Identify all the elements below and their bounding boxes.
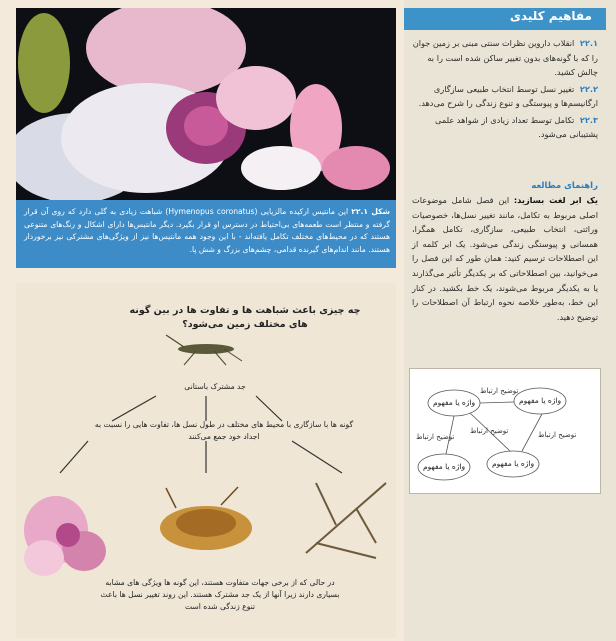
concept-node-label: واژه یا مفهوم [519, 396, 562, 405]
common-ancestor-text: در حالی که از برخی جهات متفاوت هستند، این گونه ها ویژگی های مشابه بسیاری دارند زیرا آنها از یک جد مشترک هستند. این روند تغییر نسل ها باعث تنوع زندگی شده است [100, 578, 340, 611]
study-guide-lead: یک ابر لغت بسازید: [513, 195, 598, 205]
key-concept-number: ۲۲.۲ [579, 83, 598, 94]
figure-caption [24, 206, 390, 256]
concept-node-label: واژه یا مفهوم [492, 459, 535, 468]
key-concept-item [412, 82, 598, 111]
key-concept-item [412, 113, 598, 142]
key-concept-text: تغییر نسل توسط انتخاب طبیعی سازگاری ارگانیسم‌ها و پیوستگی و تنوع زندگی را شرح می‌دهد. [418, 83, 598, 108]
study-guide-text: این فصل شامل موضوعات اصلی مربوط به تکامل، مانند تغییر نسل‌ها، خصوصیات وراثتی، انتخاب طبیعی، سازگاری، تکامل همگرا، همسانی و پیوستگی زندگی می‌شود. یک ابر کلمه از این اصطلاحات ترسیم کنید: همان طور که این فصل را می‌خوانید، بین اصطلاحاتی که بر یکدیگر تأثیر می‌گذارند یا به یکدیگر مربوط می‌شوند، یک خط بکشید. در کنار این خط، به‌طور خلاصه نحوه ارتباط آن اصطلاحات را توضیح دهید. [412, 195, 598, 322]
concept-map [409, 368, 601, 494]
study-guide-title: راهنمای مطالعه [531, 181, 598, 191]
key-concept-number: ۲۲.۳ [579, 114, 598, 125]
orchid-mantis-photo [16, 8, 396, 200]
diagram-question: چه چیزی باعث شباهت ها و تفاوت ها در بین گونه های مختلف زمین می‌شود؟ [129, 305, 361, 330]
figure-caption-text: این مانتیس ارکیده مالزیایی (Hymenopus coronatus) شباهت زیادی به گلی دارد که روی آن قرار گرفته و منتظر است طعمه‌های بی‌احتیاط در دسترس او قرار بگیرد. دیگر مانتیس‌ها دارای اشکال و رنگ‌های متنوعی هستند که در محیط‌های مختلف تکامل یافته‌اند - با این وجود همه مانتیس‌ها نیز از ویژگی‌های مشترکی نیز برخوردار هستند. مانند اندام‌های گیرنده قدامی، چشم‌های بزرگ و شش پا. [24, 207, 390, 254]
concept-edge-label: توضیح ارتباط [480, 387, 519, 395]
concept-edge-label: توضیح ارتباط [416, 433, 455, 441]
key-concepts-title: مفاهیم کلیدی [509, 9, 592, 23]
key-concepts-header [404, 8, 606, 30]
key-concepts-list [412, 36, 598, 144]
concept-node-label: واژه یا مفهوم [423, 462, 466, 471]
figure-number: شکل ۲۲.۱ [351, 207, 390, 216]
key-concept-text: تکامل توسط تعداد زیادی از شواهد علمی پشتیبانی می‌شود. [435, 114, 598, 139]
concept-node-label: واژه یا مفهوم [433, 398, 476, 407]
concept-edge-label: توضیح ارتباط [470, 427, 509, 435]
ancestor-label: جد مشترک باستانی [184, 382, 246, 391]
concept-edge-label: توضیح ارتباط [538, 431, 577, 439]
key-concept-number: ۲۲.۱ [579, 38, 598, 48]
key-concept-item [412, 36, 598, 80]
orchid-illustration [16, 8, 396, 200]
adaptation-text: گونه ها با سازگاری با محیط های مختلف در طول نسل ها، تفاوت هایی را نسبت به اجداد خود جمع می‌کنند [94, 420, 354, 441]
key-concept-text: انقلاب داروین نظرات سنتی مبنی بر زمین جوان را که با گونه‌های بدون تغییر ساکن شده است را به چالش کشید. [412, 38, 598, 77]
study-guide-body [412, 193, 598, 324]
